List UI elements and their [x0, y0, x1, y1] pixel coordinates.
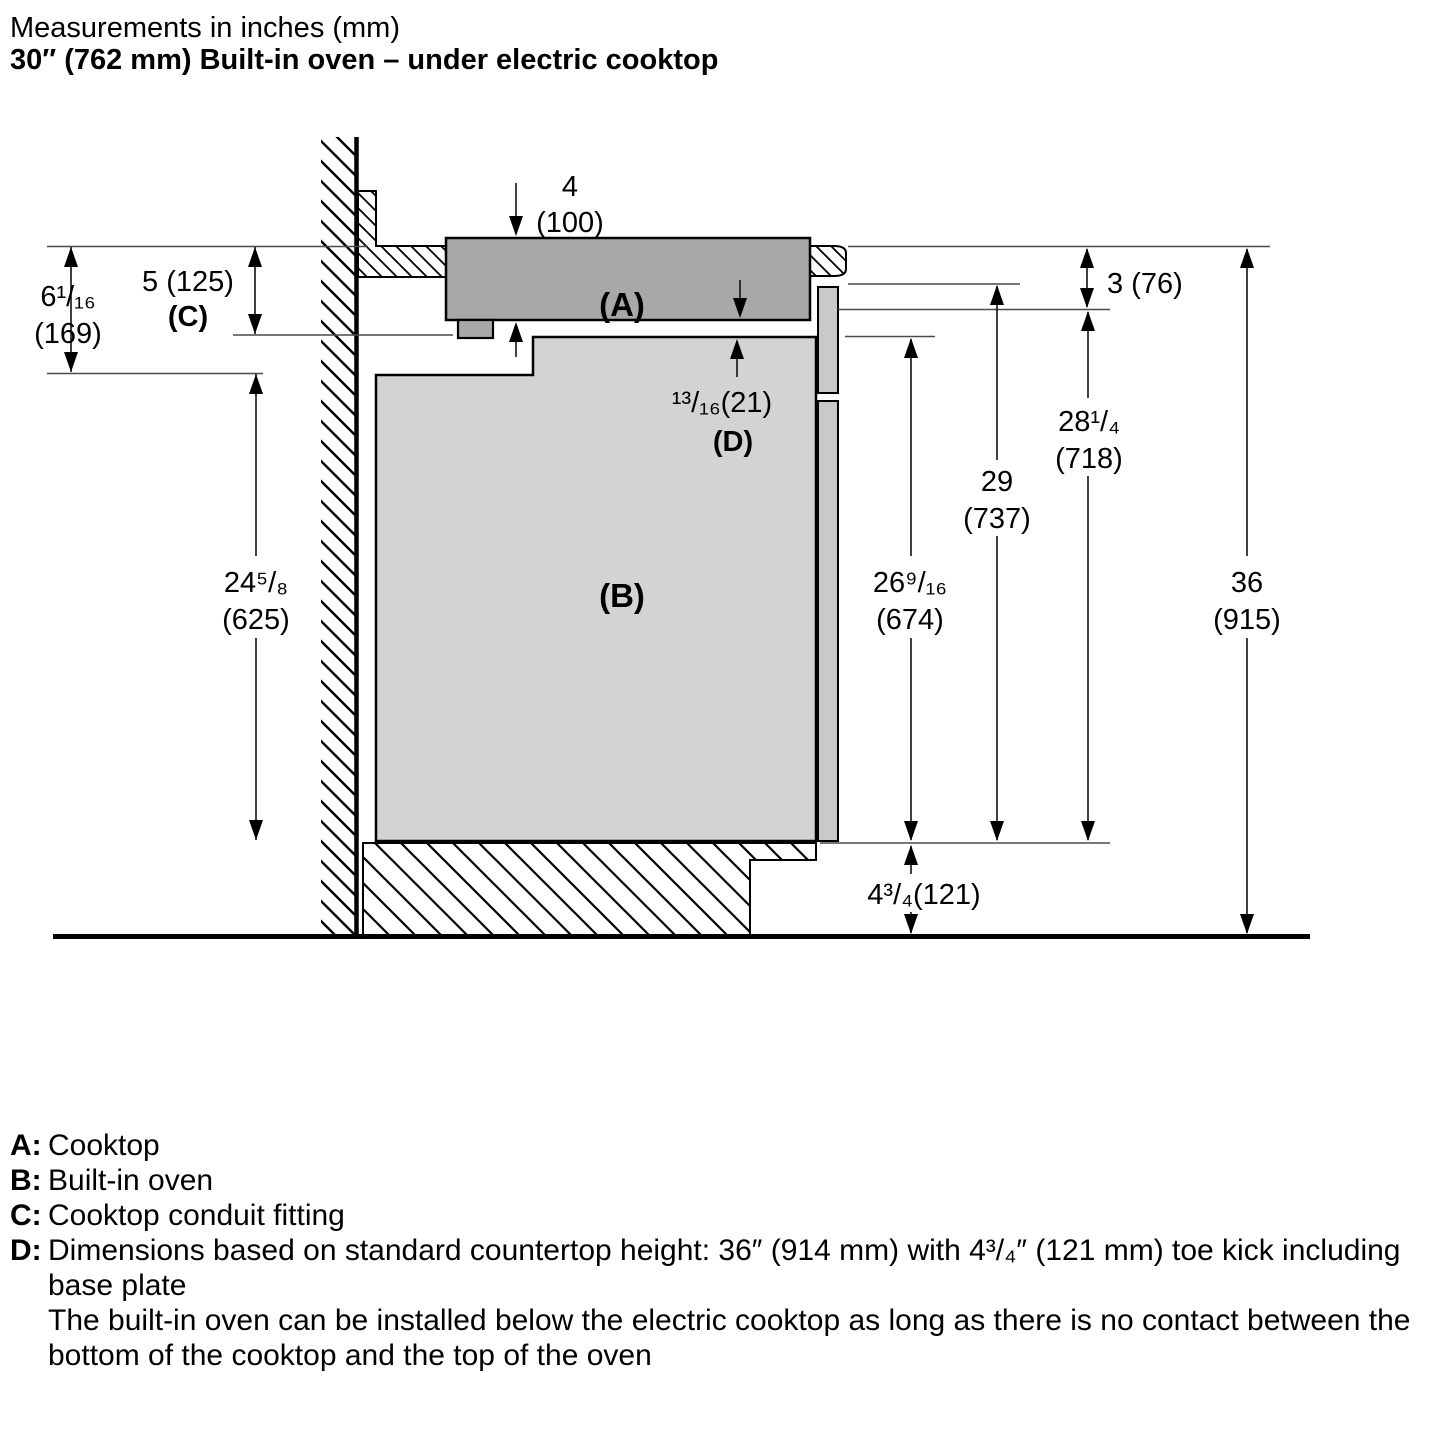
legend-d-note: The built-in oven can be installed below the electric cooktop as long as there is no contact between the bottom of the cooktop and the top of the oven: [48, 1304, 1411, 1372]
arrow-up: [248, 247, 262, 267]
arrow-up: [64, 247, 78, 267]
arrow-down: [64, 352, 78, 372]
legend-row-a: [10, 1128, 1422, 1163]
arrow-up: [249, 374, 263, 394]
legend: [10, 1128, 1422, 1373]
arrow-down: [1240, 914, 1254, 934]
page-title: 30″ (762 mm) Built-in oven – under electric cooktop: [10, 44, 719, 76]
arrow-down: [1080, 288, 1094, 308]
conduit-fitting: [458, 320, 493, 338]
arrow-down: [248, 314, 262, 334]
wall-hatch: [321, 137, 356, 936]
dim-2656-mm: (674): [876, 604, 944, 636]
dim-5-key-c: (C): [167, 301, 209, 333]
dim-2814-mm: (718): [1055, 443, 1123, 475]
dim-4-mm: (100): [536, 207, 604, 239]
arrow-down: [904, 914, 918, 934]
legend-key-d: D:: [10, 1234, 42, 1267]
legend-text-a: Cooktop: [48, 1129, 160, 1162]
dim-2656-inches: 26⁹/₁₆: [872, 567, 948, 599]
legend-key-c: C:: [10, 1199, 42, 1232]
legend-key-b: B:: [10, 1164, 42, 1197]
toe-kick: [363, 843, 816, 936]
header-units-note: Measurements in inches (mm): [10, 12, 400, 44]
arrow-down: [990, 821, 1004, 841]
dim-1316-inches: ¹³/₁₆(21): [671, 387, 773, 419]
dim-36-mm: (915): [1213, 604, 1281, 636]
dim-29-inches: 29: [980, 466, 1014, 498]
arrow-down: [249, 820, 263, 840]
legend-text-c: Cooktop conduit fitting: [48, 1199, 345, 1232]
dim-1316-key-d: (D): [712, 426, 754, 458]
label-oven-b: (B): [599, 577, 645, 614]
arrow-up: [904, 338, 918, 358]
arrow-up: [509, 322, 523, 342]
legend-d-main: Dimensions based on standard countertop height: 36″ (914 mm) with 4³/₄″ (121 mm) toe kick including base plate: [48, 1234, 1401, 1302]
dim-3-inches: 3 (76): [1107, 268, 1183, 300]
dim-434-label: 4³/₄(121): [867, 879, 981, 911]
arrow-down: [509, 216, 523, 236]
arrow-up: [1080, 248, 1094, 268]
dim-2458-inches: 24⁵/₈: [223, 567, 289, 599]
label-cooktop-a: (A): [599, 286, 645, 323]
arrow-up: [990, 285, 1004, 305]
dim-4-inches: 4: [561, 171, 579, 203]
legend-text-b: Built-in oven: [48, 1164, 214, 1197]
countertop-left: [358, 191, 446, 277]
dim-5-inches: 5 (125): [142, 266, 234, 298]
legend-key-a: A:: [10, 1129, 42, 1162]
legend-row-c: [10, 1198, 1422, 1233]
dim-29-mm: (737): [963, 503, 1031, 535]
arrow-up: [1240, 248, 1254, 268]
arrow-up: [904, 845, 918, 865]
legend-row-d: [10, 1233, 1422, 1373]
arrow-down: [1081, 821, 1095, 841]
arrow-up: [1081, 311, 1095, 331]
dim-6116-inches: 6¹/₁₆: [40, 281, 96, 313]
countertop-right: [806, 246, 846, 276]
legend-text-d: [48, 1233, 1422, 1373]
dim-2458-mm: (625): [222, 604, 290, 636]
legend-row-b: [10, 1163, 1422, 1198]
dim-36-inches: 36: [1230, 567, 1264, 599]
arrow-down: [904, 821, 918, 841]
oven-door-lower: [818, 401, 838, 841]
dim-2814-inches: 28¹/₄: [1058, 406, 1120, 438]
dim-6116-mm: (169): [34, 318, 102, 350]
oven-door-upper: [818, 287, 838, 393]
